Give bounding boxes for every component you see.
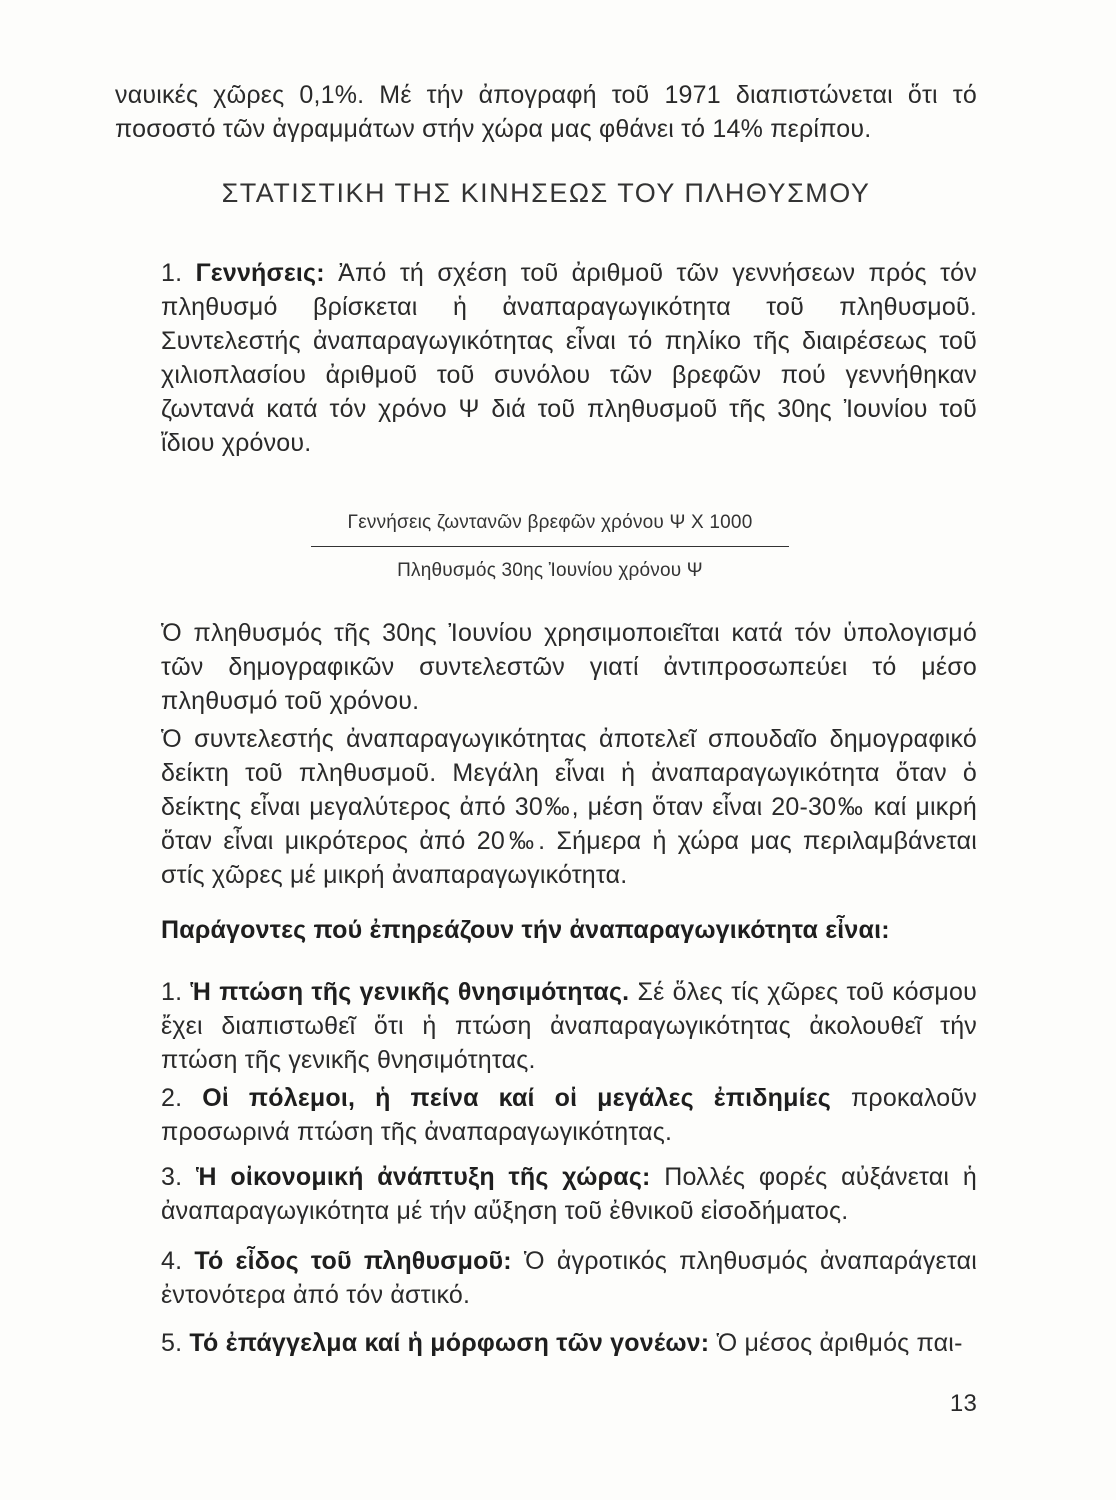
births-text: Ἀπό τή σχέση τοῦ ἀριθμοῦ τῶν γεννήσεων πρός τόν πληθυσμό βρίσκεται ἡ ἀναπαραγωγικότητα τοῦ πληθυσμοῦ. Συντελεστής ἀναπαραγωγικότητας εἶναι τό πηλίκο τῆς διαιρέσεως τοῦ χιλιοπλασίου ἀριθμοῦ τοῦ συνόλου τῶν βρεφῶν πού γεννήθηκαν ζωντανά κατά τόν χρόνο Ψ διά τοῦ πληθυσμοῦ τῆς 30ης Ἰουνίου τοῦ ἴδιου χρόνου. bbox=[161, 259, 977, 457]
factor-text: Πολλές φορές αὐξάνεται ἡ ἀναπαραγωγικότητα μέ τήν αὔξηση τοῦ ἐθνικοῦ εἰσοδήματος. bbox=[161, 1163, 977, 1225]
population-text: Ὁ πληθυσμός τῆς 30ης Ἰουνίου χρησιμοποιεῖται κατά τόν ὑπολογισμό τῶν δημογραφικῶν συντελεστῶν γιατί ἀντιπροσωπεύει τό μέσο πληθυσμό τοῦ χρόνου. bbox=[161, 619, 977, 715]
factor-number: 1. bbox=[161, 978, 183, 1006]
page-number: 13 bbox=[949, 1390, 977, 1417]
factor-item bbox=[115, 1326, 977, 1360]
factor-title: Ἡ οἰκονομική ἀνάπτυξη τῆς χώρας: bbox=[195, 1163, 651, 1191]
factor-number: 5. bbox=[161, 1329, 183, 1357]
population-paragraph bbox=[115, 616, 977, 718]
factor-text: προκαλοῦν προσωρινά πτώση τῆς ἀναπαραγωγικότητας. bbox=[161, 1084, 977, 1146]
formula-denominator: Πληθυσμός 30ης Ἰουνίου χρόνου Ψ bbox=[397, 560, 703, 581]
factor-number: 2. bbox=[161, 1084, 183, 1112]
births-number: 1. bbox=[161, 259, 183, 287]
intro-text: ναυικές χῶρες 0,1%. Μέ τήν ἀπογραφή τοῦ 1971 διαπιστώνεται ὅτι τό ποσοστό τῶν ἀγραμμάτων στήν χώρα μας φθάνει τό 14% περίπου. bbox=[115, 81, 977, 143]
factor-title: Ἡ πτώση τῆς γενικῆς θνησιμότητας. bbox=[190, 978, 630, 1006]
factor-item bbox=[115, 1081, 977, 1149]
factor-title: Τό ἐπάγγελμα καί ἡ μόρφωση τῶν γονέων: bbox=[189, 1329, 710, 1357]
births-paragraph bbox=[115, 256, 977, 460]
factor-item bbox=[115, 1244, 977, 1312]
factor-item bbox=[115, 1160, 977, 1228]
factor-text: Σέ ὅλες τίς χῶρες τοῦ κόσμου ἔχει διαπιστωθεῖ ὅτι ἡ πτώση ἀναπαραγωγικότητας ἀκολουθεῖ τήν πτώση τῆς γενικῆς θνησιμότητας. bbox=[161, 978, 977, 1074]
section-heading: ΣΤΑΤΙΣΤΙΚΗ ΤΗΣ ΚΙΝΗΣΕΩΣ ΤΟΥ ΠΛΗΘΥΣΜΟΥ bbox=[221, 178, 871, 208]
factor-text: Ὁ μέσος ἀριθμός παι- bbox=[716, 1329, 963, 1357]
formula-numerator: Γεννήσεις ζωντανῶν βρεφῶν χρόνου Ψ Χ 1000 bbox=[311, 512, 789, 547]
intro-paragraph bbox=[115, 78, 977, 146]
births-label: Γεννήσεις: bbox=[195, 259, 325, 287]
factor-text: Ὁ ἀγροτικός πληθυσμός ἀναπαράγεται ἐντονότερα ἀπό τόν ἀστικό. bbox=[161, 1247, 977, 1309]
factor-number: 4. bbox=[161, 1247, 183, 1275]
factor-title: Τό εἶδος τοῦ πληθυσμοῦ: bbox=[194, 1247, 512, 1275]
factor-title: Οἱ πόλεμοι, ἡ πείνα καί οἱ μεγάλες ἐπιδημίες bbox=[202, 1084, 832, 1112]
coefficient-text: Ὁ συντελεστής ἀναπαραγωγικότητας ἀποτελεῖ σπουδαῖο δημογραφικό δείκτη τοῦ πληθυσμοῦ. Μεγάλη εἶναι ἡ ἀναπαραγωγικότητα ὅταν ὁ δείκτης εἶναι μεγαλύτερος ἀπό 30‰, μέση ὅταν εἶναι 20-30‰ καί μικρή ὅταν εἶναι μικρότερος ἀπό 20‰. Σήμερα ἡ χώρα μας περιλαμβάνεται στίς χῶρες μέ μικρή ἀναπαραγωγικότητα. bbox=[161, 725, 977, 889]
reproduction-formula bbox=[300, 512, 800, 582]
factor-number: 3. bbox=[161, 1163, 183, 1191]
factors-heading: Παράγοντες πού ἐπηρεάζουν τήν ἀναπαραγωγικότητα εἶναι: bbox=[161, 916, 890, 944]
factor-item bbox=[115, 975, 977, 1077]
coefficient-paragraph bbox=[115, 722, 977, 892]
